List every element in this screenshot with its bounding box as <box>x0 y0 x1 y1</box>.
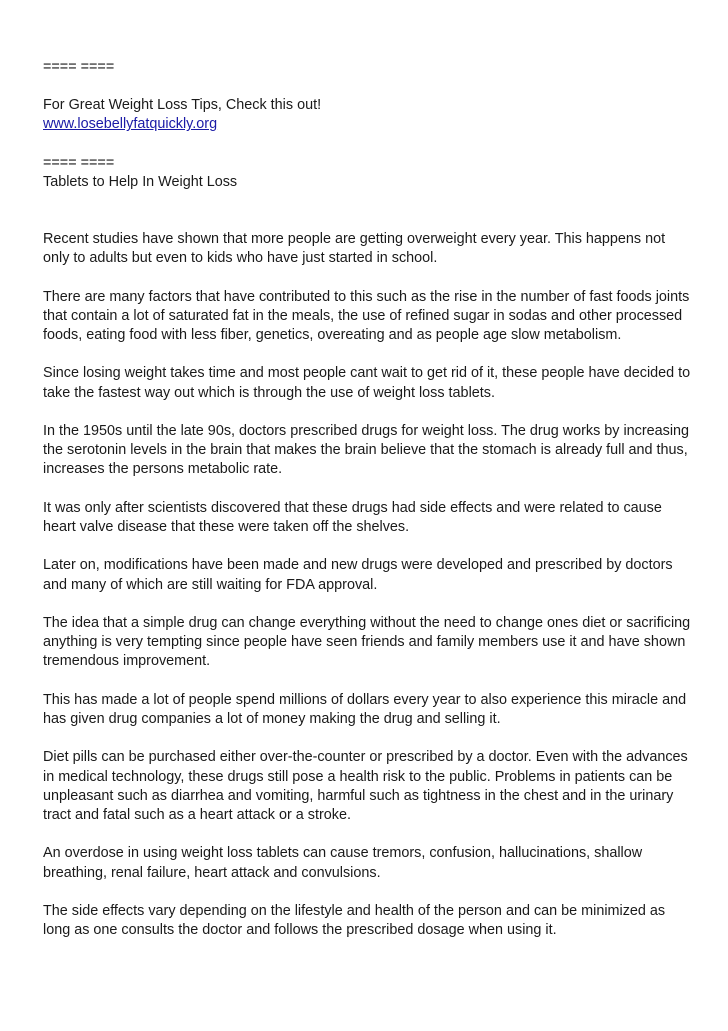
article-title: Tablets to Help In Weight Loss <box>43 173 238 190</box>
promo-link[interactable]: www.losebellyfatquickly.org <box>43 116 218 133</box>
paragraph: The idea that a simple drug can change everything without the need to change ones diet or sacrificing anything is very tempting since people have seen friends and family members use it and have shown tremendous improvement. <box>43 614 691 670</box>
spacer <box>43 77 693 96</box>
promo-text: For Great Weight Loss Tips, Check this out! <box>43 97 322 114</box>
document-page <box>43 58 693 940</box>
paragraph: Since losing weight takes time and most people cant wait to get rid of it, these people have decided to take the fastest way out which is through the use of weight loss tablets. <box>43 365 691 401</box>
spacer <box>43 192 693 230</box>
paragraph: In the 1950s until the late 90s, doctors prescribed drugs for weight loss. The drug works by increasing the serotonin levels in the brain that makes the brain believe that the stomach is already full and thus, increases the persons metabolic rate. <box>43 423 690 478</box>
paragraph: It was only after scientists discovered that these drugs had side effects and were related to cause heart valve disease that these were taken off the shelves. <box>43 499 662 535</box>
article-body <box>43 230 693 940</box>
paragraph: An overdose in using weight loss tablets can cause tremors, confusion, hallucinations, shallow breathing, renal failure, heart attack and convulsions. <box>43 845 643 881</box>
paragraph: Recent studies have shown that more people are getting overweight every year. This happens not only to adults but even to kids who have just started in school. <box>43 231 666 267</box>
paragraph: This has made a lot of people spend millions of dollars every year to also experience this miracle and has given drug companies a lot of money making the drug and selling it. <box>43 691 687 727</box>
separator-top: ==== ==== <box>43 59 115 75</box>
paragraph: There are many factors that have contributed to this such as the rise in the number of fast foods joints that contain a lot of saturated fat in the meals, the use of refined sugar in sodas and other processed foods, eating food with less fiber, genetics, overeating and as people age slow metabolism. <box>43 288 690 344</box>
paragraph: The side effects vary depending on the lifestyle and health of the person and can be minimized as long as one consults the doctor and follows the prescribed dosage when using it. <box>43 902 666 939</box>
spacer <box>43 135 693 154</box>
separator-bottom: ==== ==== <box>43 154 115 171</box>
paragraph: Later on, modifications have been made and new drugs were developed and prescribed by doctors and many of which are still waiting for FDA approval. <box>43 557 673 593</box>
paragraph: Diet pills can be purchased either over-the-counter or prescribed by a doctor. Even with the advances in medical technology, these drugs still pose a health risk to the public. Problems in patients can be unpleasant such as diarrhea and vomiting, harmful such as tightness in the chest and in the urinary tract and fatal such as a heart attack or a stroke. <box>43 749 688 823</box>
